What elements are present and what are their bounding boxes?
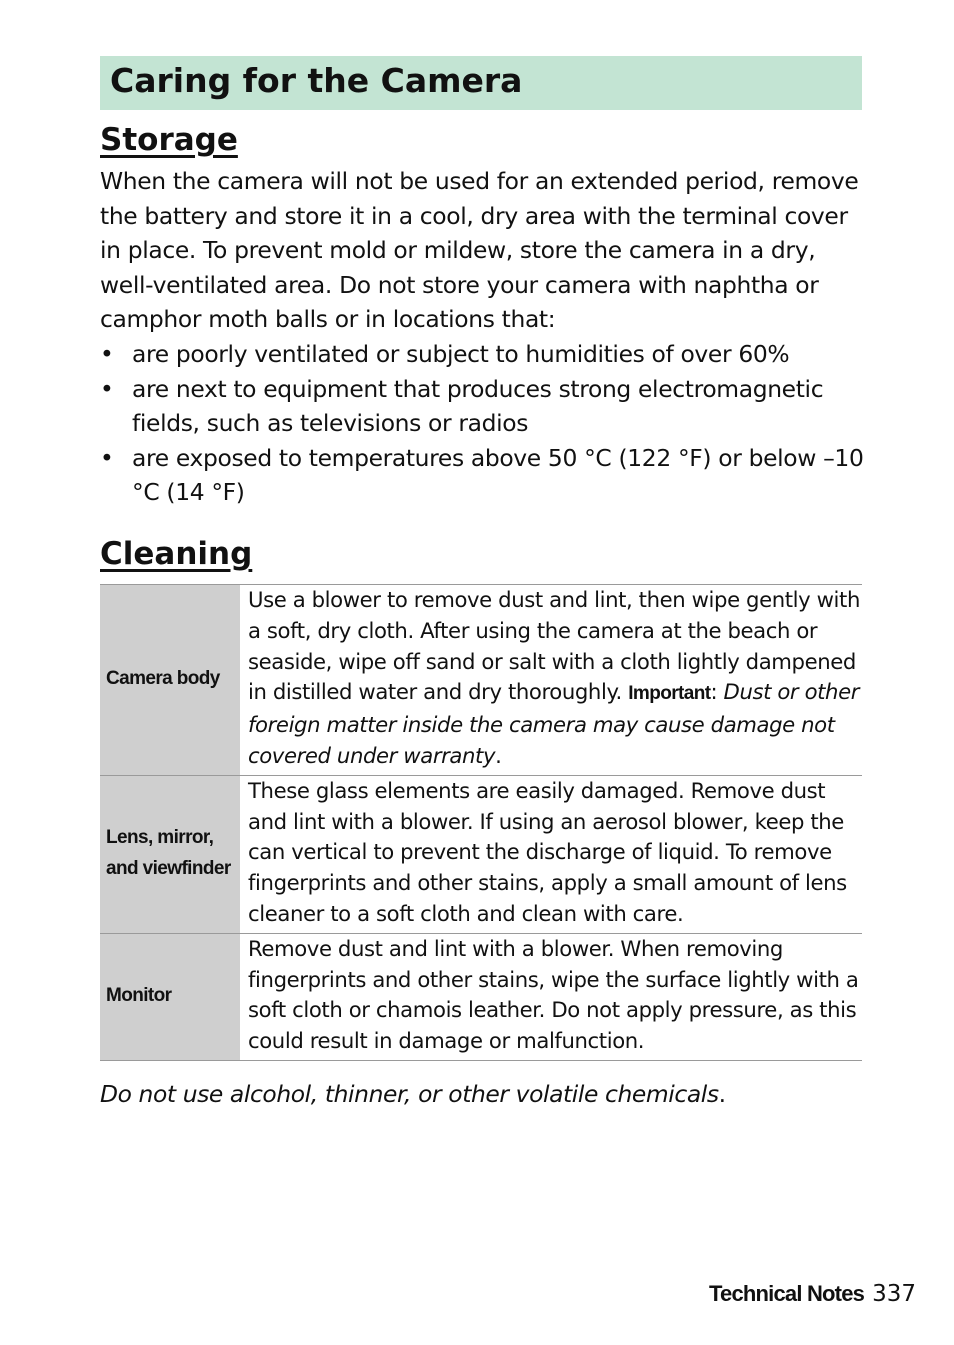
- row-text: Remove dust and lint with a blower. When removing fingerprints and other stains, wipe the surface lightly with a soft cloth or chamois leather. Do not apply pressure, as this could result in damage or malfunction.: [248, 935, 859, 1054]
- page-footer: [709, 1278, 916, 1310]
- warning-end: .: [718, 1080, 726, 1108]
- row-label: Monitor: [100, 933, 240, 1060]
- storage-intro: When the camera will not be used for an extended period, remove the battery and store it in a cool, dry area with the terminal cover in place. To prevent mold or mildew, store the camera in a dry, well-ventilated area. Do not store your camera with naphtha or camphor moth balls or in locations that:: [100, 167, 859, 334]
- cleaning-table: [100, 584, 862, 1061]
- list-item-text: are exposed to temperatures above 50 °C (122 °F) or below –10 °C (14 °F): [132, 443, 864, 507]
- important-end: .: [495, 742, 502, 768]
- list-item-text: are next to equipment that produces strong electromagnetic fields, such as televisions or radios: [132, 374, 824, 438]
- row-label: Lens, mirror, and viewfinder: [100, 775, 240, 933]
- storage-heading: Storage: [100, 122, 238, 158]
- page-title: Caring for the Camera: [110, 61, 523, 100]
- table-row: [100, 585, 862, 776]
- bullet-icon: •: [100, 443, 114, 472]
- important-label: Important: [628, 683, 711, 705]
- row-text: These glass elements are easily damaged. Remove dust and lint with a blower. If using an aerosol blower, keep the can vertical to prevent the discharge of liquid. To remove fingerprints and other stains, apply a small amount of lens cleaner to a soft cloth and clean with care.: [248, 777, 847, 926]
- row-label: Camera body: [100, 585, 240, 776]
- footer-section-name: Technical Notes: [709, 1281, 865, 1306]
- important-text: Dust or other foreign matter inside the camera may cause damage not covered under warranty: [248, 679, 860, 768]
- row-text: [240, 585, 862, 776]
- chemical-warning: [100, 1077, 726, 1111]
- title-bar: [100, 56, 862, 110]
- row-text-body: Use a blower to remove dust and lint, then wipe gently with a soft, dry cloth. After using the camera at the beach or seaside, wipe off sand or salt with a cloth lightly dampened in distilled water and dry thoroughly.: [248, 587, 860, 705]
- storage-bullet-list: [100, 337, 870, 510]
- table-row: [100, 933, 862, 1060]
- important-colon: :: [710, 679, 718, 705]
- page-number: 337: [872, 1281, 916, 1307]
- list-item: [100, 372, 870, 441]
- table-row: [100, 775, 862, 933]
- bullet-icon: •: [100, 340, 114, 368]
- list-item-text: are poorly ventilated or subject to humidities of over 60%: [132, 340, 790, 368]
- list-item: [100, 337, 870, 372]
- cleaning-heading: Cleaning: [100, 536, 253, 572]
- warning-text: Do not use alcohol, thinner, or other volatile chemicals: [100, 1080, 719, 1108]
- bullet-icon: •: [100, 374, 114, 403]
- list-item: [100, 441, 870, 510]
